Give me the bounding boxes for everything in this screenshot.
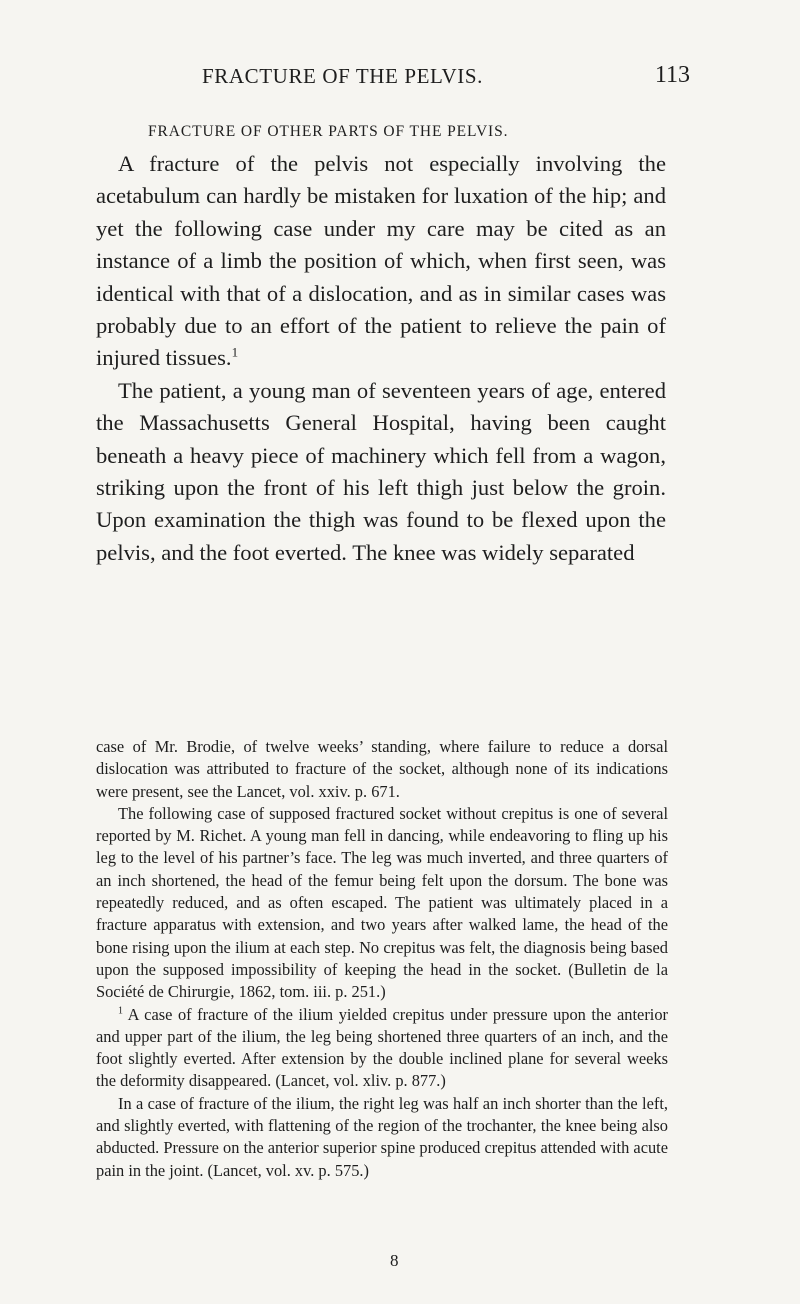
section-title: FRACTURE OF OTHER PARTS OF THE PELVIS. xyxy=(148,123,509,140)
running-head xyxy=(150,64,690,94)
page-number: 113 xyxy=(654,62,690,88)
footnote-continued: case of Mr. Brodie, of twelve weeks’ standing, where failure to reduce a dorsal dislocation was attributed to fracture of the socket, although none of its indications were present, see the Lancet, vol. xxiv. p. 671. xyxy=(96,737,668,801)
paragraph-case: The patient, a young man of seventeen years of age, entered the Massachusetts General Hospital, having been caught beneath a heavy piece of machinery which fell from a wagon, striking upon the front of his left thigh just below the groin. Upon examination the thigh was found to be flexed upon the pelvis, and the foot everted. The knee was widely separated xyxy=(96,377,666,565)
signature-mark: 8 xyxy=(390,1251,399,1270)
footnote-marker: 1 xyxy=(118,1005,123,1017)
footnote-ref: 1 xyxy=(231,344,239,360)
footnotes xyxy=(96,736,668,1182)
footnote-richet: The following case of supposed fractured socket without crepitus is one of several reported by M. Richet. A young man fell in dancing, while endeavoring to fling up his leg to the level of his partner’s face. The leg was much inverted, and three quarters of an inch shortened, the head of the femur being felt upon the dorsum. The bone was repeatedly reduced, and as often escaped. The patient was ultimately placed in a fracture apparatus with extension, and two years after walked lame, the head of the bone rising upon the ilium at each step. No crepitus was felt, the diagnosis being based upon the supposed impossibility of keeping the head in the socket. (Bulletin de la Société de Chirurgie, 1862, tom. iii. p. 251.) xyxy=(96,803,668,1002)
footnote-1 xyxy=(96,1004,668,1093)
footnote-1-text: A case of fracture of the ilium yielded crepitus under pressure upon the anterior and upper part of the ilium, the leg being shortened three quarters of an inch, and the foot slightly everted. After extension by the double inclined plane for several weeks the deformity disappeared. (Lancet, vol. xliv. p. 877.) xyxy=(96,1004,668,1091)
running-title: FRACTURE OF THE PELVIS. xyxy=(202,64,484,88)
footnote-ilium-case: In a case of fracture of the ilium, the right leg was half an inch shorter than the left, and slightly everted, with flattening of the region of the trochanter, the knee being also abducted. Pressure on the anterior superior spine produced crepitus attended with acute pain in the joint. (Lancet, vol. xv. p. 575.) xyxy=(96,1093,668,1180)
main-text xyxy=(96,148,666,569)
paragraph-intro xyxy=(96,148,666,375)
paragraph-intro-text: A fracture of the pelvis not especially involving the acetabulum can hardly be mistaken for luxation of the hip; and yet the following case under my care may be cited as an instance of a limb the position of which, when first seen, was identical with that of a dislocation, and as in similar cases was probably due to an effort of the patient to relieve the pain of injured tissues. xyxy=(96,151,666,371)
